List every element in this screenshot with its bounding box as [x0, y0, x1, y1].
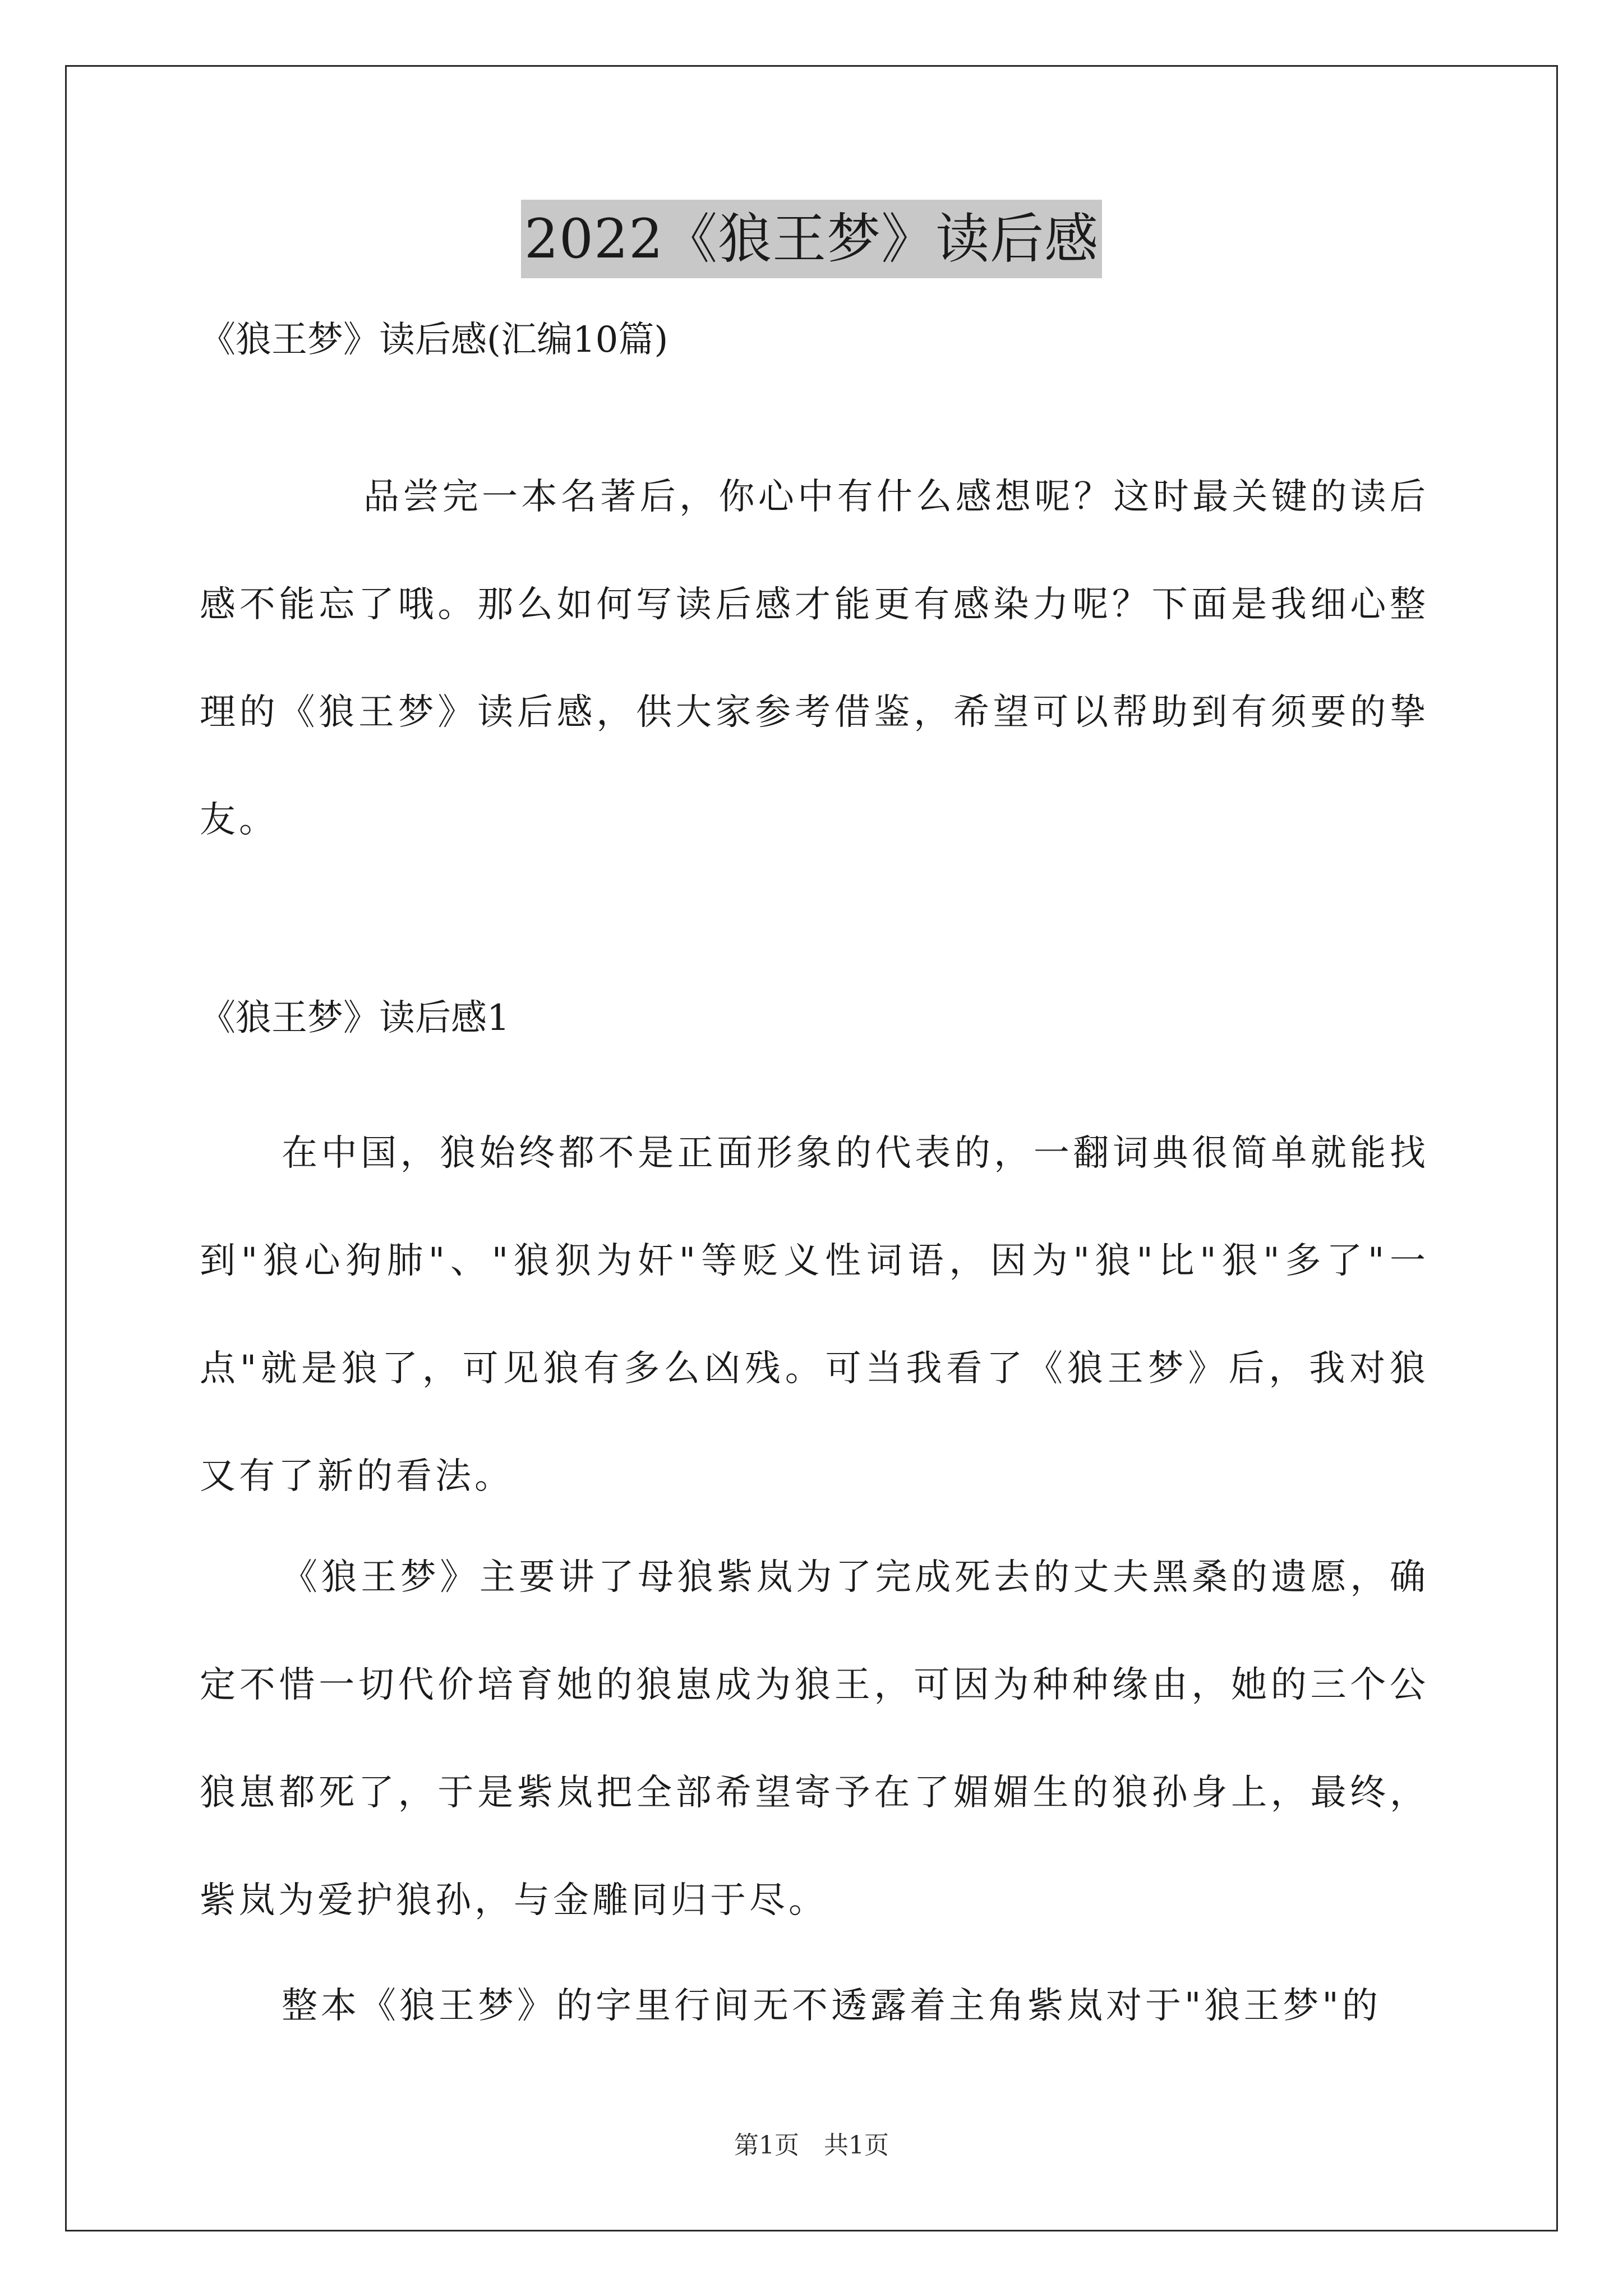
body-paragraph[interactable]: 在中国，狼始终都不是正面形象的代表的，一翻词典很简单就能找到"狼心狗肺"、"狼狈为奸"等贬义性词语，因为"狼"比"狠"多了"一点"就是狼了，可见狼有多么凶残。可当我看了《狼王梦》后，我对狼又有了新的看法。 [200, 1133, 1429, 1497]
intro-paragraph[interactable]: 品尝完一本名著后，你心中有什么感想呢？这时最关键的读后感不能忘了哦。那么如何写读后感才能更有感染力呢？下面是我细心整理的《狼王梦》读后感，供大家参考借鉴，希望可以帮助到有须要的挚友。 [200, 476, 1429, 841]
body-paragraph[interactable]: 《狼王梦》主要讲了母狼紫岚为了完成死去的丈夫黑桑的遗愿，确定不惜一切代价培育她的狼崽成为狼王，可因为种种缘由，她的三个公狼崽都死了，于是紫岚把全部希望寄予在了媚媚生的狼孙身上，最终，紫岚为爱护狼孙，与金雕同归于尽。 [200, 1557, 1429, 1921]
body-paragraph[interactable]: 整本《狼王梦》的字里行间无不透露着主角紫岚对于"狼王梦"的 [282, 1985, 1381, 2027]
document-title[interactable]: 2022《狼王梦》读后感 [521, 200, 1102, 278]
document-subtitle[interactable]: 《狼王梦》读后感(汇编10篇) [200, 319, 668, 361]
section-heading[interactable]: 《狼王梦》读后感1 [200, 997, 510, 1039]
title-container [0, 200, 1623, 278]
page-footer: 第1页 共1页 [734, 2131, 889, 2160]
